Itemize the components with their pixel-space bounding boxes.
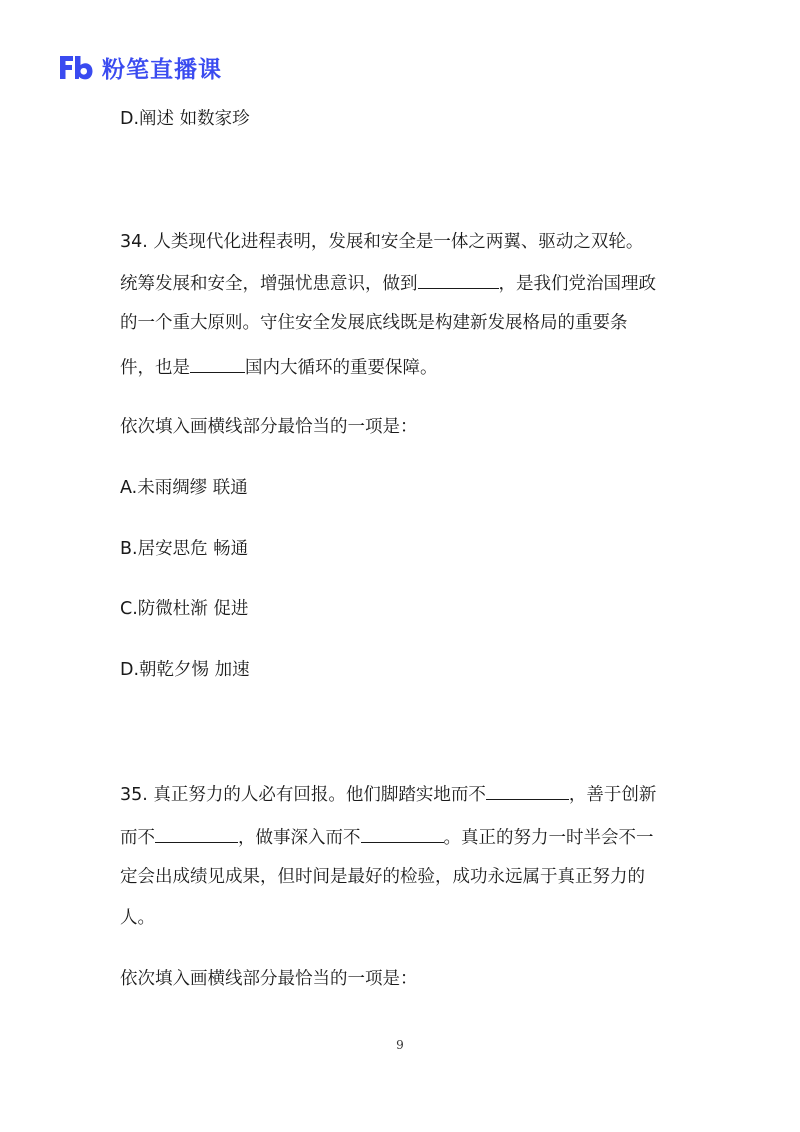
- q34-line2-text-b: ，是我们党治国理政: [498, 274, 656, 294]
- fb-logo-icon: [58, 52, 94, 82]
- q35-blank-1: [486, 781, 569, 800]
- q35-line1-text-a: 35. 真正努力的人必有回报。他们脚踏实地而不: [120, 785, 486, 805]
- q34-line2-text-a: 统筹发展和安全，增强忧患意识，做到: [120, 274, 418, 294]
- q34-prompt: 依次填入画横线部分最恰当的一项是：: [120, 417, 418, 437]
- q34-stem-line-4: [120, 354, 438, 380]
- prev-option-d: D.阐述 如数家珍: [120, 109, 250, 129]
- q34-option-c: C.防微杜渐 促进: [120, 599, 249, 619]
- q35-stem-line-4: 人。: [120, 908, 155, 928]
- q34-stem-line-2: [120, 270, 656, 296]
- q34-stem-line-1: 34. 人类现代化进程表明，发展和安全是一体之两翼、驱动之双轮。: [120, 232, 644, 252]
- q34-line4-text-b: 国内大循环的重要保障。: [245, 358, 438, 378]
- q35-line1-text-b: ，善于创新: [568, 785, 657, 805]
- q34-line4-text-a: 件，也是: [120, 358, 190, 378]
- q34-option-a: A.未雨绸缪 联通: [120, 478, 248, 498]
- q35-stem-line-2: [120, 824, 654, 850]
- q34-stem-line-3: 的一个重大原则。守住安全发展底线既是构建新发展格局的重要条: [120, 313, 628, 333]
- q34-option-d: D.朝乾夕惕 加速: [120, 660, 250, 680]
- q35-prompt: 依次填入画横线部分最恰当的一项是：: [120, 969, 418, 989]
- q35-line2-text-a: 而不: [120, 828, 155, 848]
- q35-stem-line-3: 定会出成绩见成果，但时间是最好的检验，成功永远属于真正努力的: [120, 867, 645, 887]
- brand-name: 粉笔直播课: [102, 56, 222, 83]
- q34-option-b: B.居安思危 畅通: [120, 539, 249, 559]
- q35-stem-line-1: [120, 781, 656, 807]
- q35-line2-text-c: 。真正的努力一时半会不一: [443, 828, 654, 848]
- q34-blank-2: [190, 354, 245, 373]
- q35-line2-text-b: ，做事深入而不: [238, 828, 361, 848]
- header: [58, 50, 222, 84]
- q35-blank-3: [361, 824, 444, 843]
- q34-blank-1: [418, 270, 499, 289]
- q35-blank-2: [155, 824, 238, 843]
- page-number: 9: [396, 1038, 404, 1052]
